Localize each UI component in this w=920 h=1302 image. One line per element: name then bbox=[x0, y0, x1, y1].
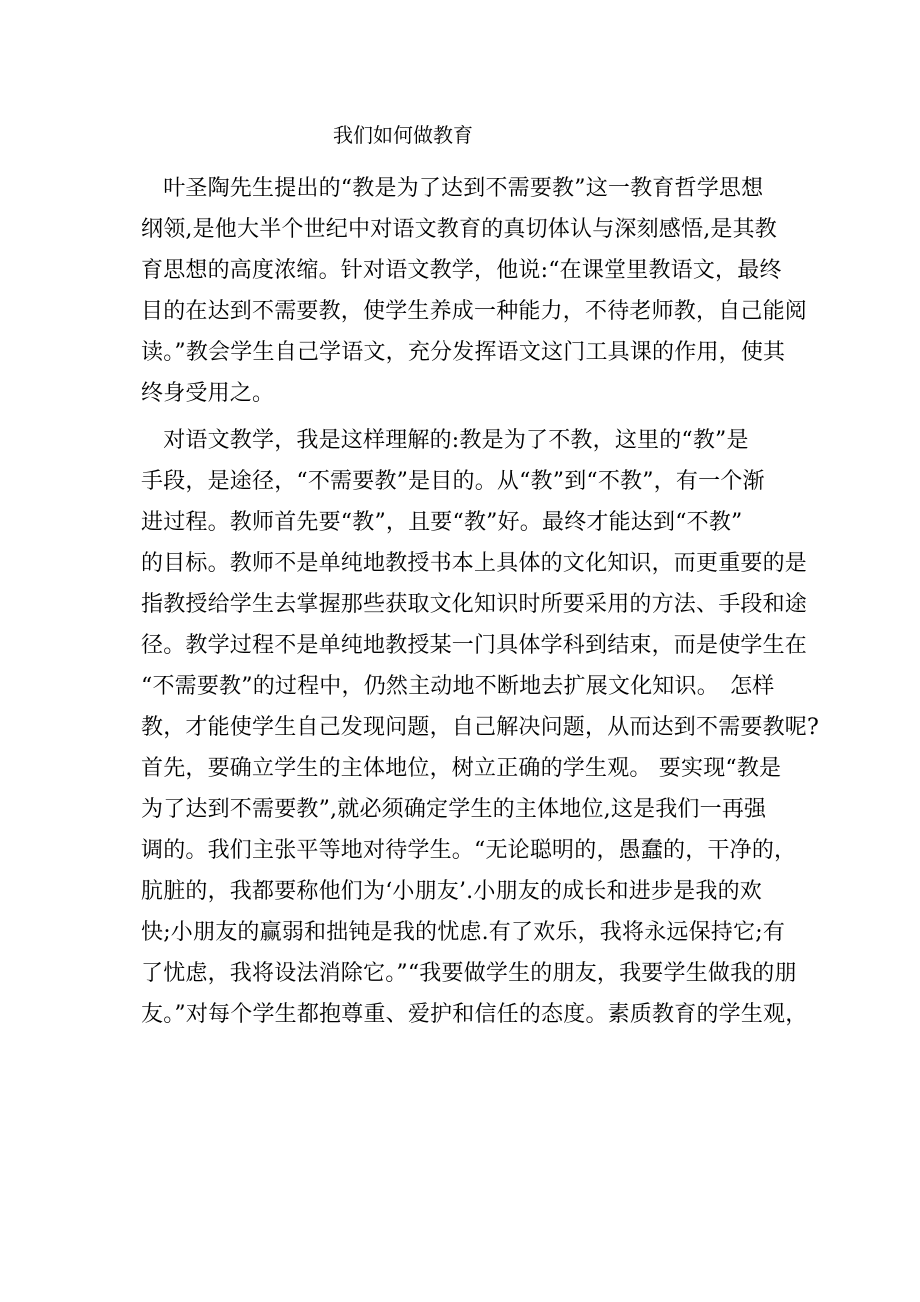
paragraph-line: “不需要教”的过程中，仍然主动地不断地去扩展文化知识。 怎样 bbox=[141, 674, 775, 699]
paragraph-line: 了忧虑，我将设法消除它。”“我要做学生的朋友，我要学生做我的朋 bbox=[141, 961, 797, 986]
paragraph-line: 指教授给学生去掌握那些获取文化知识时所要采用的方法、手段和途 bbox=[141, 592, 808, 617]
paragraph-line: 快;小朋友的赢弱和拙钝是我的忧虑.有了欢乐，我将永远保持它;有 bbox=[141, 920, 786, 945]
paragraph-line: 进过程。教师首先要“教”，且要“教”好。最终才能达到“不教” bbox=[141, 510, 743, 535]
paragraph-line: 首先，要确立学生的主体地位，树立正确的学生观。 要实现“教是 bbox=[141, 756, 782, 781]
paragraph-line: 友。”对每个学生都抱尊重、爱护和信任的态度。素质教育的学生观， bbox=[141, 1002, 808, 1027]
paragraph-line: 终身受用之。 bbox=[141, 381, 275, 406]
paragraph-line: 读。”教会学生自己学语文，充分发挥语文这门工具课的作用，使其 bbox=[141, 340, 786, 365]
paragraph-line: 的目标。教师不是单纯地教授书本上具体的文化知识，而更重要的是 bbox=[141, 551, 808, 576]
paragraph-line: 肮脏的，我都要称他们为‘小朋友’.小朋友的成长和进步是我的欢 bbox=[141, 879, 762, 904]
paragraph-line: 育思想的高度浓缩。针对语文教学，他说:“在课堂里教语文，最终 bbox=[141, 258, 782, 283]
paragraph-line: 为了达到不需要教”,就必须确定学生的主体地位,这是我们一再强 bbox=[141, 797, 767, 822]
paragraph-line: 叶圣陶先生提出的“教是为了达到不需要教”这一教育哲学思想 bbox=[141, 176, 764, 201]
paragraph-line: 教，才能使学生自己发现问题，自己解决问题，从而达到不需要教呢? bbox=[141, 715, 819, 740]
paragraph-line: 目的在达到不需要教，使学生养成一种能力，不待老师教，自己能阅 bbox=[141, 299, 808, 324]
paragraph-line: 纲领,是他大半个世纪中对语文教育的真切体认与深刻感悟,是其教 bbox=[141, 217, 777, 242]
paragraph-line: 调的。我们主张平等地对待学生。“无论聪明的，愚蠢的，干净的， bbox=[141, 838, 797, 863]
paragraph-line: 手段，是途径，“不需要教”是目的。从“教”到“不教”，有一个渐 bbox=[141, 469, 765, 494]
document-title: 我们如何做教育 bbox=[333, 123, 473, 147]
paragraph-line: 对语文教学，我是这样理解的:教是为了不教，这里的“教”是 bbox=[141, 428, 749, 453]
paragraph-line: 径。教学过程不是单纯地教授某一门具体学科到结束，而是使学生在 bbox=[141, 633, 808, 658]
